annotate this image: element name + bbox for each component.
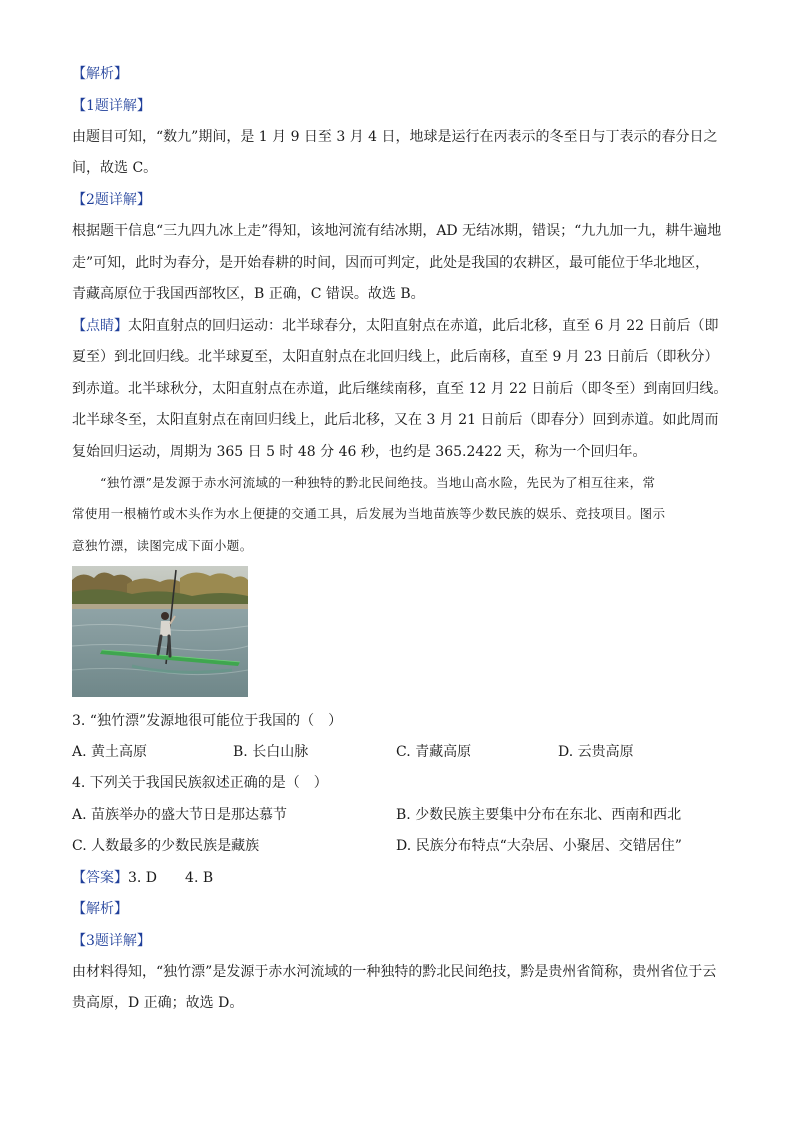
q4-option-b[interactable]: B. 少数民族主要集中分布在东北、西南和西北 — [396, 807, 682, 823]
key-point-line-2: 夏至）到北回归线。北半球夏至，太阳直射点在北回归线上，此后南移，直至 9 月 23 日前后（即秋分） — [72, 349, 719, 365]
material-line-3: 意独竹漂，读图完成下面小题。 — [72, 538, 253, 553]
q2-detail-line-1: 根据题干信息“三九四九冰上走”得知，该地河流有结冰期，AD 无结冰期，错误；“九九加一九，耕牛遍地 — [72, 223, 722, 239]
q4-option-d[interactable]: D. 民族分布特点“大杂居、小聚居、交错居住” — [396, 838, 682, 854]
key-point-line-5: 复始回归运动，周期为 365 日 5 时 48 分 46 秒，也约是 365.2422 天，称为一个回归年。 — [72, 444, 647, 460]
q1-detail-line-1: 由题目可知，“数九”期间，是 1 月 9 日至 3 月 4 日，地球是运行在丙表示的冬至日与丁表示的春分日之 — [72, 129, 718, 145]
q2-detail-heading: 【2题详解】 — [72, 192, 151, 208]
q4-stem: 4. 下列关于我国民族叙述正确的是（ ） — [72, 775, 328, 791]
analysis-heading: 【解析】 — [72, 66, 128, 82]
key-point-text-1: 太阳直射点的回归运动：北半球春分，太阳直射点在赤道，此后北移，直至 6 月 22 日前后（即 — [128, 318, 719, 334]
key-point-line-4: 北半球冬至，太阳直射点在南回归线上，此后北移，又在 3 月 21 日前后（即春分）回到赤道。如此周而 — [72, 412, 719, 428]
answer-line — [72, 868, 213, 888]
bamboo-rafting-photo — [72, 566, 248, 697]
q3-option-a[interactable]: A. 黄土高原 — [72, 744, 148, 760]
q3-detail-heading: 【3题详解】 — [72, 933, 151, 949]
answer-heading: 【答案】 — [72, 870, 128, 886]
answer-text: 3. D 4. B — [128, 870, 214, 886]
q1-detail-line-2: 间，故选 C。 — [72, 160, 158, 176]
material-line-1: “独竹漂”是发源于赤水河流域的一种独特的黔北民间绝技。当地山高水险，先民为了相互往来，常 — [100, 475, 656, 490]
q3-option-b[interactable]: B. 长白山脉 — [233, 744, 309, 760]
q3-option-c[interactable]: C. 青藏高原 — [396, 744, 472, 760]
q3-detail-line-1: 由材料得知，“独竹漂”是发源于赤水河流域的一种独特的黔北民间绝技，黔是贵州省简称，贵州省位于云 — [72, 964, 717, 980]
q3-stem: 3. “独竹漂”发源地很可能位于我国的（ ） — [72, 713, 343, 729]
key-point-heading: 【点睛】 — [72, 318, 128, 334]
q4-option-a[interactable]: A. 苗族举办的盛大节日是那达慕节 — [72, 807, 288, 823]
q2-detail-line-2: 走”可知，此时为春分，是开始春耕的时间，因而可判定，此处是我国的农耕区，最可能位于华北地区， — [72, 255, 710, 271]
key-point-line-1 — [72, 316, 719, 336]
key-point-line-3: 到赤道。北半球秋分，太阳直射点在赤道，此后继续南移，直至 12 月 22 日前后（即冬至）到南回归线。 — [72, 381, 728, 397]
q2-detail-line-3: 青藏高原位于我国西部牧区，B 正确，C 错误。故选 B。 — [72, 286, 425, 302]
q3-detail-line-2: 贵高原，D 正确；故选 D。 — [72, 995, 244, 1011]
q4-option-c[interactable]: C. 人数最多的少数民族是藏族 — [72, 838, 260, 854]
analysis-heading-2: 【解析】 — [72, 901, 128, 917]
q3-option-d[interactable]: D. 云贵高原 — [558, 744, 634, 760]
q1-detail-heading: 【1题详解】 — [72, 98, 151, 114]
material-line-2: 常使用一根楠竹或木头作为水上便捷的交通工具，后发展为当地苗族等少数民族的娱乐、竞技项目。图示 — [72, 506, 666, 521]
